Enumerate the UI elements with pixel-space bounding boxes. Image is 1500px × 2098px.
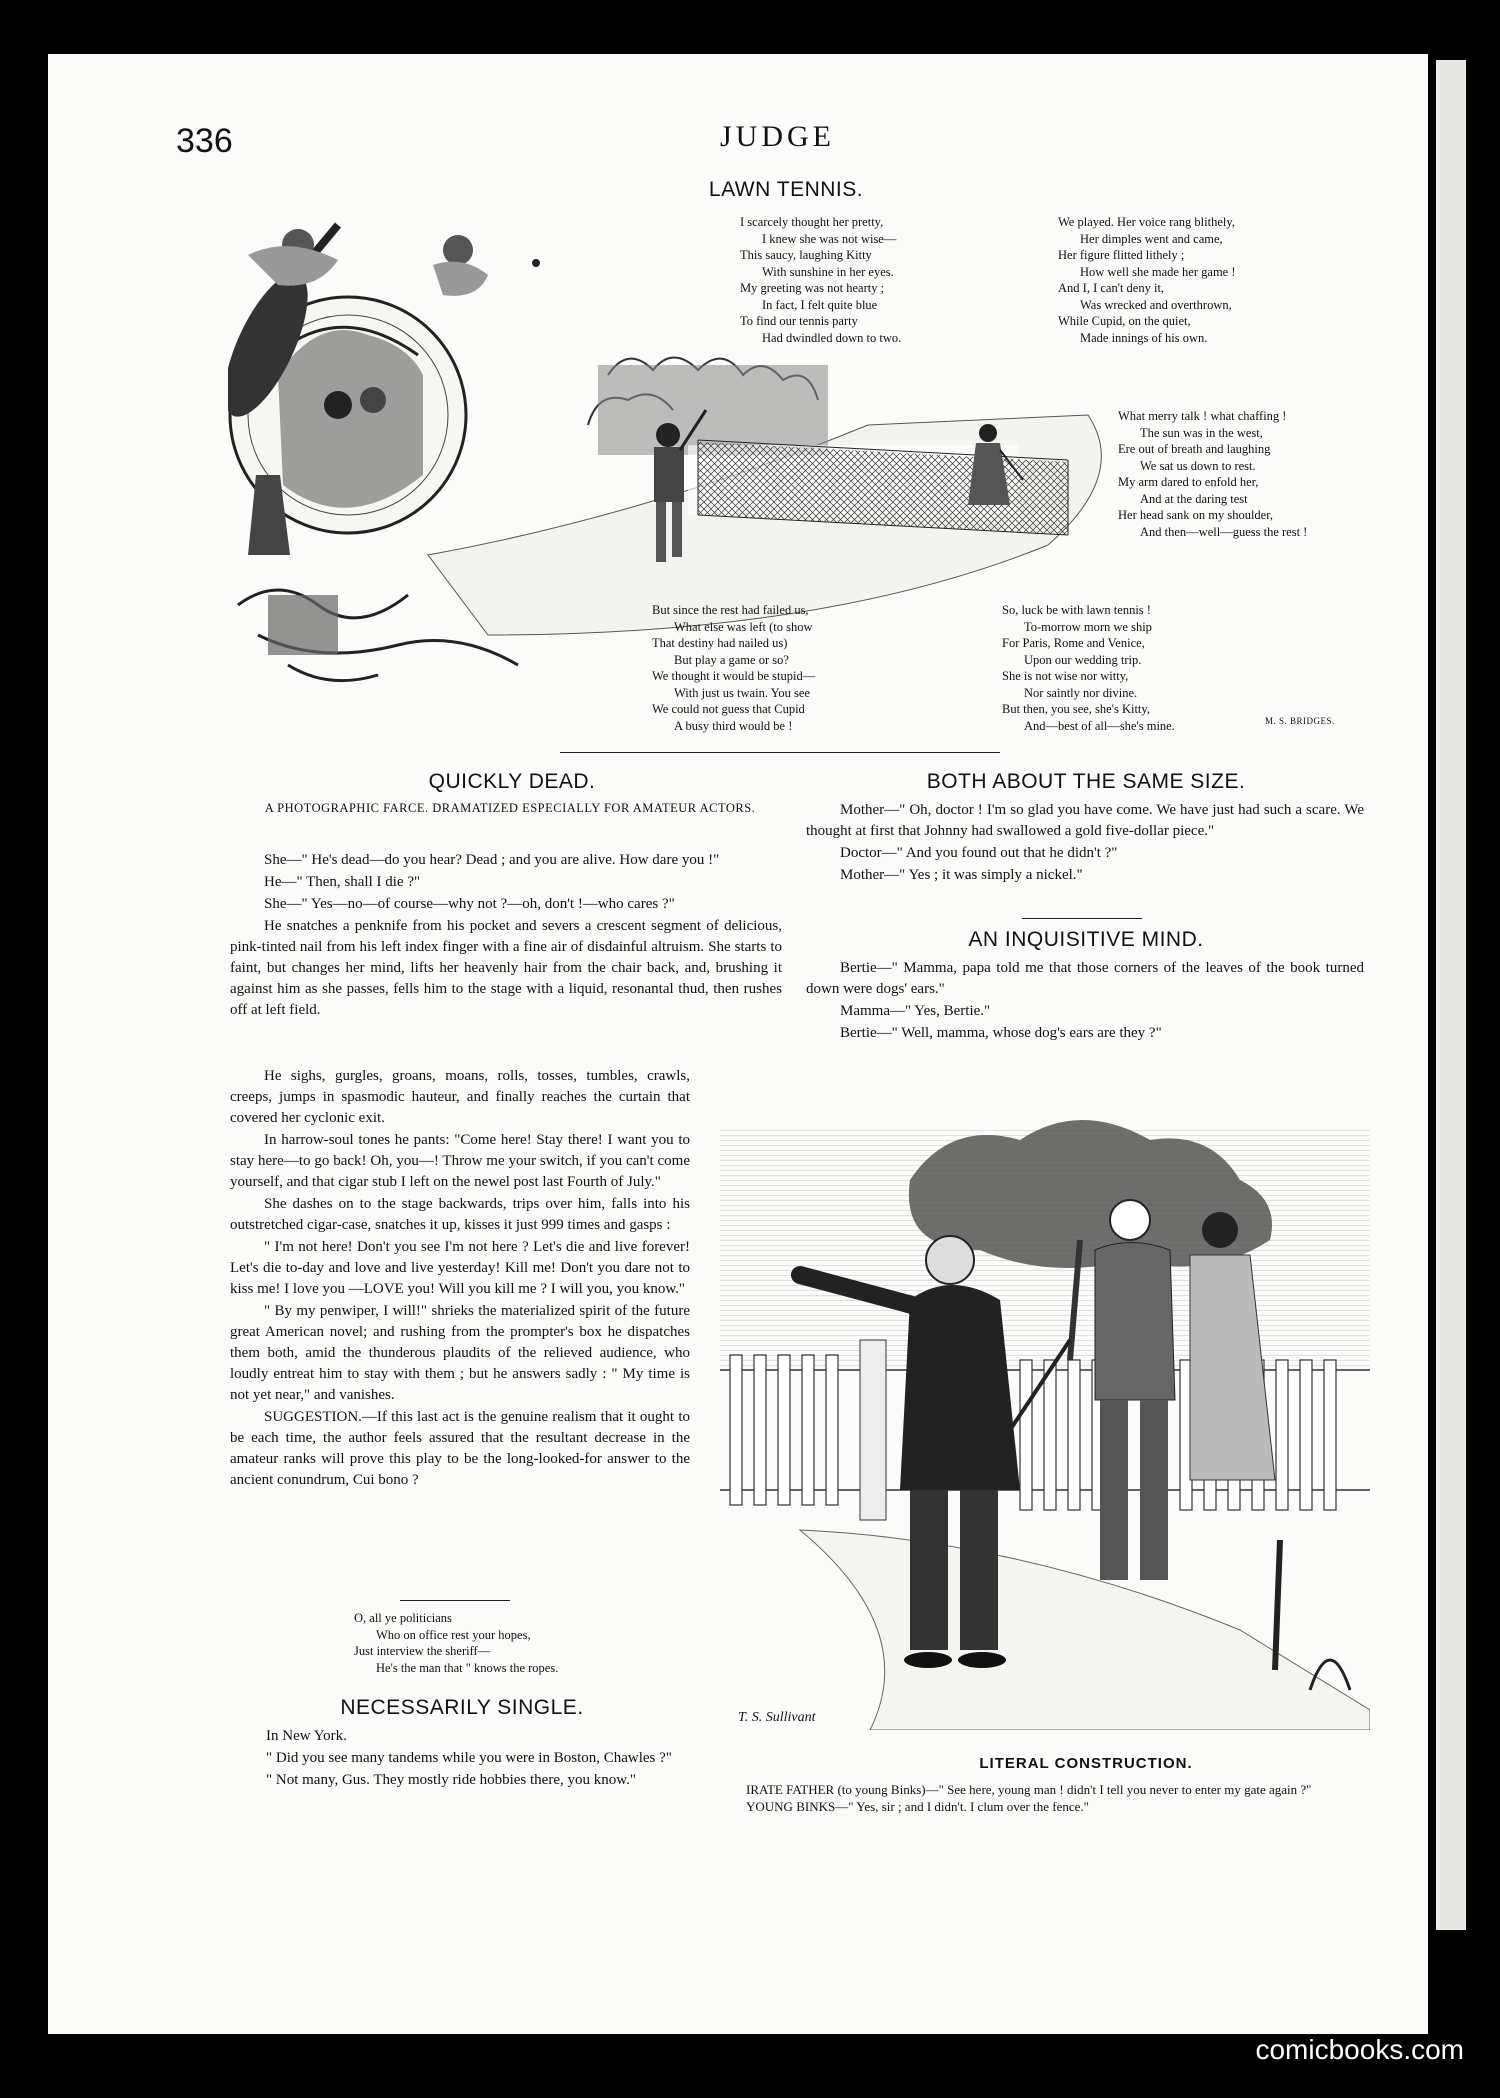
verse-line: We sat us down to rest.: [1140, 458, 1256, 473]
paragraph: Bertie—" Mamma, papa told me that those corners of the leaves of the book turned down were dogs' ears.": [806, 960, 1364, 997]
stanza-5: [1002, 602, 1175, 734]
verse-line: He's the man that " knows the ropes.: [376, 1660, 559, 1675]
verse-line: What else was left (to show: [674, 619, 813, 634]
verse-line: And at the daring test: [1140, 491, 1248, 506]
cartoon-caption-title: LITERAL CONSTRUCTION.: [979, 1755, 1193, 1772]
paragraph: Mother—" Oh, doctor ! I'm so glad you have come. We have just had such a scare. We thought at first that Johnny had swallowed a gold five-dollar piece.": [806, 802, 1364, 839]
paragraph: " Did you see many tandems while you were in Boston, Chawles ?": [266, 1750, 672, 1766]
gate-post: [860, 1340, 886, 1520]
verse-line: This saucy, laughing Kitty: [740, 248, 872, 262]
verse-line: Her dimples went and came,: [1080, 231, 1223, 246]
caption-line: YOUNG BINKS—" Yes, sir ; and I didn't. I clum over the fence.": [746, 1799, 1089, 1814]
verse-line: To find our tennis party: [740, 314, 858, 328]
paragraph: " Not many, Gus. They mostly ride hobbies there, you know.": [266, 1772, 636, 1788]
verse-line: Ere out of breath and laughing: [1118, 442, 1271, 456]
stanza-4: [652, 602, 815, 734]
verse-line: Just interview the sheriff—: [354, 1644, 491, 1658]
same-size-title: BOTH ABOUT THE SAME SIZE.: [926, 770, 1246, 793]
verse-line: My greeting was not hearty ;: [740, 281, 885, 295]
paragraph: Mother—" Yes ; it was simply a nickel.": [840, 867, 1083, 883]
stanza-2: [1058, 214, 1236, 346]
paragraph: " I'm not here! Don't you see I'm not here ? Let's die and live forever! Let's die to-day and love and live yesterday! Kill me! Don't you dare not to kiss me! I love you —LOVE you! Will you kill me ? I will you, you know.": [230, 1239, 690, 1297]
paragraph: Doctor—" And you found out that he didn't ?": [840, 845, 1118, 861]
caption-line: IRATE FATHER (to young Binks)—" See here, young man ! didn't I tell you never to enter my gate again ?": [746, 1782, 1312, 1797]
section-divider: [560, 752, 1000, 753]
verse-line: I scarcely thought her pretty,: [740, 215, 884, 229]
verse-line: For Paris, Rome and Venice,: [1002, 636, 1145, 650]
racket-basket: [268, 595, 338, 655]
verse-line: Who on office rest your hopes,: [376, 1627, 531, 1642]
verse-line: With just us twain. You see: [674, 685, 810, 700]
facing-page-edge: [1436, 60, 1466, 1930]
verse-line: In fact, I felt quite blue: [762, 297, 878, 312]
paragraph: She dashes on to the stage backwards, trips over him, falls into his outstretched cigar-case, snatches it up, kisses it just 999 times and gasps :: [230, 1196, 690, 1233]
literal-construction-cartoon: [720, 1070, 1370, 1730]
verse-line: Was wrecked and overthrown,: [1080, 297, 1232, 312]
quickly-dead-title: QUICKLY DEAD.: [428, 770, 596, 793]
verse-line: But play a game or so?: [674, 652, 789, 667]
paragraph: SUGGESTION.—If this last act is the genuine realism that it ought to be each time, the author feels assured that the resultant decrease in the amateur ranks will prove this play to be the long-looked-for answer to the ancient conundrum, Cui bono ?: [230, 1409, 690, 1488]
watermark: comicbooks.com: [1255, 2034, 1464, 2065]
verse-line: That destiny had nailed us): [652, 636, 788, 650]
verse-line: I knew she was not wise—: [762, 231, 897, 246]
verse-line: A busy third would be !: [674, 718, 793, 733]
verse-line: And then—well—guess the rest !: [1140, 524, 1308, 539]
verse-line: What merry talk ! what chaffing !: [1118, 409, 1287, 423]
inquisitive-mind-body: [806, 958, 1364, 1045]
paragraph: In New York.: [266, 1728, 347, 1744]
verse-line: But then, you see, she's Kitty,: [1002, 702, 1150, 716]
politicians-verse: [354, 1610, 558, 1676]
quickly-dead-body: [230, 850, 782, 1022]
stanza-1: [740, 214, 901, 346]
verse-line: While Cupid, on the quiet,: [1058, 314, 1191, 328]
verse-line: Made innings of his own.: [1080, 330, 1208, 345]
quickly-dead-subtitle: A PHOTOGRAPHIC FARCE. DRAMATIZED ESPECIALLY FOR AMATEUR ACTORS.: [264, 801, 756, 815]
artist-signature: T. S. Sullivant: [738, 1710, 816, 1725]
verse-line: And I, I can't deny it,: [1058, 281, 1165, 295]
paragraph: He sighs, gurgles, groans, moans, rolls, tosses, tumbles, crawls, creeps, jumps in spasmodic hauteur, and finally reaches the curtain that covered her cyclonic exit.: [230, 1068, 690, 1126]
shrubbery: [598, 365, 828, 455]
verse-line: We thought it would be stupid—: [652, 669, 816, 683]
necessarily-single-title: NECESSARILY SINGLE.: [340, 1696, 584, 1719]
paragraph: " By my penwiper, I will!" shrieks the materialized spirit of the future great American novel; and rushing from the prompter's box he dispatches them both, amid the thunderous plaudits of the relieved audience, who loudly entreat him to stay with them ; but he answers sadly : " My time is not yet near," and vanishes.: [230, 1303, 690, 1403]
running-title: JUDGE: [720, 120, 835, 153]
verse-line: She is not wise nor witty,: [1002, 669, 1129, 683]
stanza-3: [1118, 408, 1307, 540]
verse-line: But since the rest had failed us,: [652, 603, 809, 617]
necessarily-single-body: [232, 1726, 692, 1792]
quickly-dead-body-2: [230, 1066, 690, 1492]
verse-line: The sun was in the west,: [1140, 425, 1263, 440]
verse-divider: [400, 1600, 510, 1601]
paragraph: Mamma—" Yes, Bertie.": [840, 1003, 991, 1019]
verse-line: How well she made her game !: [1080, 264, 1236, 279]
verse-line: Upon our wedding trip.: [1024, 652, 1142, 667]
paragraph: In harrow-soul tones he pants: "Come here! Stay there! I want you to stay here—to go back! Oh, you—! Throw me your switch, if you can't come yourself, and that cigar stub I left on the newel post last Fourth of July.": [230, 1132, 690, 1190]
verse-line: To-morrow morn we ship: [1024, 619, 1152, 634]
lawn-tennis-title: LAWN TENNIS.: [708, 178, 864, 201]
paragraph: She—" He's dead—do you hear? Dead ; and you are alive. How dare you !": [264, 852, 720, 868]
cupid-right: [433, 235, 488, 296]
verse-line: And—best of all—she's mine.: [1024, 718, 1175, 733]
verse-line: O, all ye politicians: [354, 1611, 452, 1625]
verse-line: Her figure flitted lithely ;: [1058, 248, 1185, 262]
paragraph: Bertie—" Well, mamma, whose dog's ears are they ?": [840, 1025, 1162, 1041]
cartoon-caption: [712, 1782, 1366, 1816]
inquisitive-mind-title: AN INQUISITIVE MIND.: [968, 928, 1204, 951]
verse-line: Had dwindled down to two.: [762, 330, 902, 345]
paragraph: She—" Yes—no—of course—why not ?—oh, don't !—who cares ?": [264, 896, 675, 912]
paragraph: He snatches a penknife from his pocket and severs a crescent segment of delicious, pink-tinted nail from his left index finger with a fine air of disdainful altruism. She starts to faint, but changes her mind, lifts her heavenly hair from the chair back, and, brushing it against him as she passes, fells him to the stage with a liquid, resonantal thud, then rushes off at left field.: [230, 918, 782, 1018]
verse-line: So, luck be with lawn tennis !: [1002, 603, 1151, 617]
verse-line: We could not guess that Cupid: [652, 702, 805, 716]
section-divider: [1022, 918, 1142, 919]
verse-line: My arm dared to enfold her,: [1118, 475, 1259, 489]
verse-line: We played. Her voice rang blithely,: [1058, 215, 1235, 229]
poem-author: M. S. BRIDGES.: [1265, 716, 1335, 726]
page-number: 336: [176, 122, 233, 160]
verse-line: Her head sank on my shoulder,: [1118, 508, 1274, 522]
paragraph: He—" Then, shall I die ?": [264, 874, 421, 890]
verse-line: Nor saintly nor divine.: [1024, 685, 1138, 700]
verse-line: With sunshine in her eyes.: [762, 264, 894, 279]
same-size-body: [806, 800, 1364, 887]
